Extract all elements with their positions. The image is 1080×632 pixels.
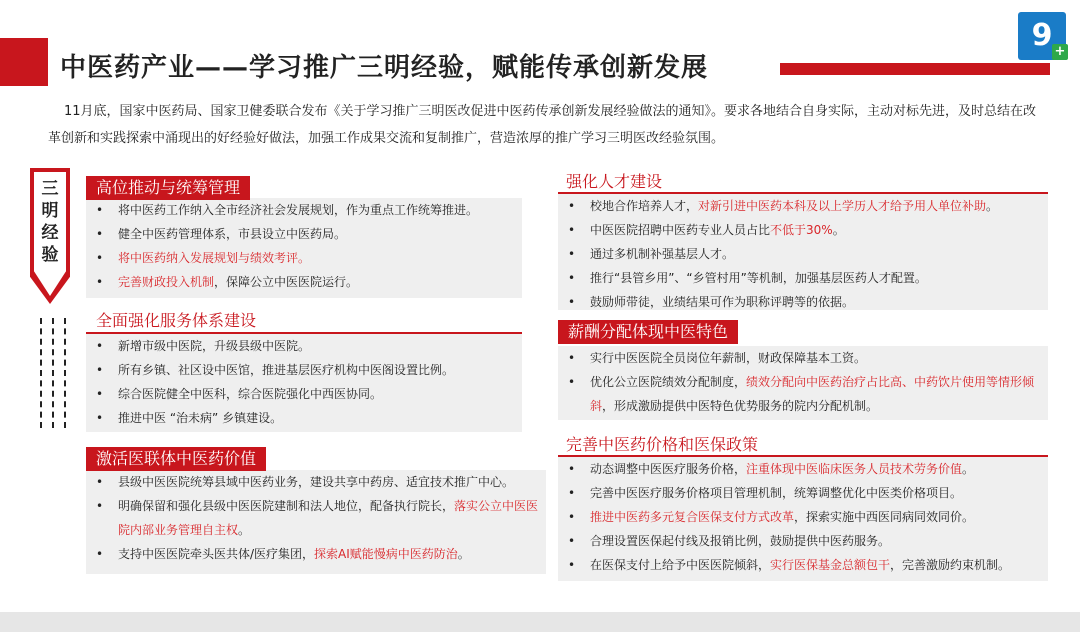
item-text: 新增市级中医院，升级县级中医院。 [118, 339, 311, 353]
section-title: 激活医联体中医药价值 [86, 447, 266, 471]
item-text: ，形成激励提供中医特色优势服务的院内分配机制。 [602, 399, 879, 413]
highlight-text: 不低于30% [770, 223, 833, 237]
section-box [86, 198, 522, 298]
item-text: 综合医院健全中医科，综合医院强化中西医协同。 [118, 387, 383, 401]
list-item [558, 529, 1048, 553]
highlight-text: 推进中医药多元复合医保支付方式改革 [590, 510, 795, 524]
section-list [558, 194, 1048, 314]
list-item [86, 334, 522, 358]
item-text: 鼓励师带徒，业绩结果可作为职称评聘等的依据。 [590, 295, 855, 309]
section-title: 薪酬分配体现中医特色 [558, 320, 738, 344]
list-item [558, 242, 1048, 266]
section-box [86, 334, 522, 432]
section-title: 全面强化服务体系建设 [96, 311, 257, 330]
highlight-text: 注重体现中医临床医务人员技术劳务价值 [746, 462, 963, 476]
page-title: 中医药产业——学习推广三明经验，赋能传承创新发展 [60, 53, 709, 83]
item-text: 校地合作培养人才， [590, 199, 699, 213]
item-text: 推进中医 “治未病” 乡镇建设。 [118, 411, 283, 425]
section-list [86, 334, 522, 430]
item-text: 中医医院招聘中医药专业人员占比 [590, 223, 771, 237]
list-item [558, 370, 1048, 418]
item-text: 。 [962, 462, 975, 476]
item-text: 推行“县管乡用”、“乡管村用”等机制，加强基层医药人才配置。 [590, 271, 927, 285]
list-item [558, 194, 1048, 218]
highlight-text: 探索AI赋能慢病中医药防治 [314, 547, 458, 561]
item-text: 完善中医医疗服务价格项目管理机制，统筹调整优化中医类价格项目。 [590, 486, 963, 500]
title-accent-bar [0, 38, 48, 86]
item-text: ，探索实施中西医同病同效同价。 [794, 510, 975, 524]
item-text: ，保障公立中医医院运行。 [214, 275, 359, 289]
item-text: 支持中医医院牵头医共体/医疗集团， [118, 547, 315, 561]
list-item [86, 270, 522, 294]
list-item [86, 222, 522, 246]
section-title: 高位推动与统筹管理 [86, 176, 250, 200]
list-item [558, 218, 1048, 242]
highlight-text: 落实公立中医医院内部业务管理自主权 [118, 499, 539, 537]
item-text: 动态调整中医医疗服务价格， [590, 462, 747, 476]
section-box [558, 457, 1048, 581]
item-text: 合理设置医保起付线及报销比例，鼓励提供中医药服务。 [590, 534, 891, 548]
section-box [86, 470, 546, 574]
list-item [86, 542, 546, 566]
section-box [558, 194, 1048, 310]
section-title: 完善中医药价格和医保政策 [566, 435, 759, 454]
list-item [86, 494, 546, 542]
list-item [86, 198, 522, 222]
item-text: 实行中医医院全员岗位年薪制，财政保障基本工资。 [590, 351, 867, 365]
section-list [558, 457, 1048, 577]
logo-glyph: 9 [1031, 18, 1053, 53]
logo-plus-icon: + [1052, 44, 1068, 60]
section-list [558, 346, 1048, 418]
dashed-divider [40, 318, 42, 428]
title-underline-bar [780, 63, 1050, 75]
item-text: 健全中医药管理体系，市县设立中医药局。 [118, 227, 347, 241]
intro-paragraph: 11月底，国家中医药局、国家卫健委联合发布《关于学习推广三明医改促进中医药传承创新发展经验做法的通知》。要求各地结合自身实际，主动对标先进，及时总结在改革创新和实践探索中涌现出的好经验好做法，加强工作成果交流和复制推广，营造浓厚的推广学习三明医改经验氛围。 [48, 104, 1037, 146]
highlight-text: 绩效分配向中医药治疗占比高、中药饮片使用等情形倾斜 [590, 375, 1035, 413]
item-text: 在医保支付上给予中医医院倾斜， [590, 558, 771, 572]
item-text: 明确保留和强化县级中医医院建制和法人地位，配备执行院长， [118, 499, 455, 513]
list-item [558, 481, 1048, 505]
dashed-divider [52, 318, 54, 428]
list-item [86, 358, 522, 382]
list-item [86, 382, 522, 406]
list-item [86, 406, 522, 430]
list-item [558, 290, 1048, 314]
item-text: 县级中医医院统筹县域中医药业务，建设共享中药房、适宜技术推广中心。 [118, 475, 515, 489]
item-text: ，完善激励约束机制。 [890, 558, 1011, 572]
section-list [86, 198, 522, 294]
list-item [558, 505, 1048, 529]
side-label-text: 三 明 经 验 [41, 179, 59, 265]
item-text: 优化公立医院绩效分配制度， [590, 375, 747, 389]
highlight-text: 对新引进中医药本科及以上学历人才给予用人单位补助 [698, 199, 987, 213]
item-text: 通过多机制补强基层人才。 [590, 247, 735, 261]
item-text: 。 [832, 223, 845, 237]
section-title: 强化人才建设 [566, 172, 663, 191]
list-item [558, 266, 1048, 290]
section-box [558, 346, 1048, 420]
list-item [558, 346, 1048, 370]
highlight-text: 将中医药纳入发展规划与绩效考评。 [118, 251, 311, 265]
highlight-text: 实行医保基金总额包干 [770, 558, 891, 572]
item-text: 所有乡镇、社区设中医馆，推进基层医疗机构中医阁设置比例。 [118, 363, 455, 377]
item-text: 。 [986, 199, 999, 213]
item-text: 。 [457, 547, 470, 561]
item-text: 。 [238, 523, 251, 537]
list-item [86, 246, 522, 270]
list-item [558, 457, 1048, 481]
highlight-text: 完善财政投入机制 [118, 275, 215, 289]
dashed-divider [64, 318, 66, 428]
section-list [86, 470, 546, 566]
list-item [86, 470, 546, 494]
item-text: 将中医药工作纳入全市经济社会发展规划，作为重点工作统筹推进。 [118, 203, 479, 217]
list-item [558, 553, 1048, 577]
